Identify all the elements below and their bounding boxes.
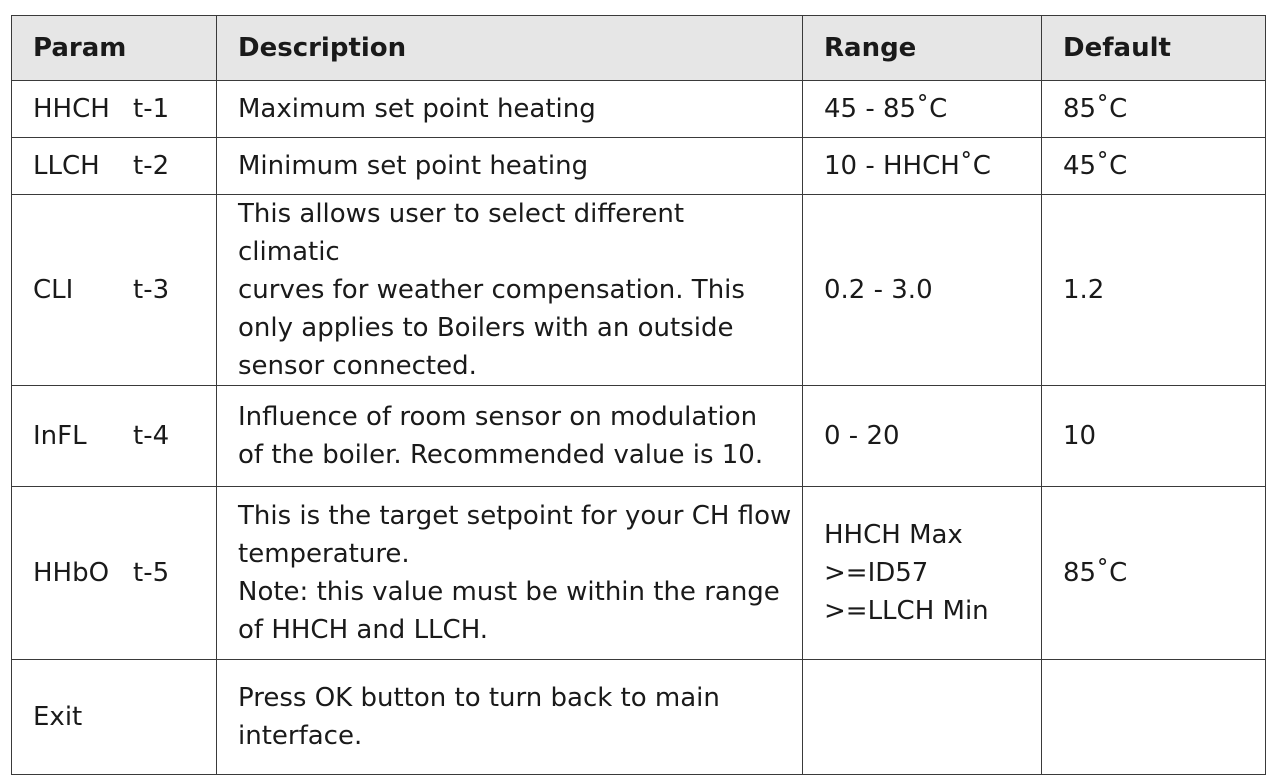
range-cell — [803, 660, 1042, 775]
param-cell — [12, 386, 217, 487]
table-header — [12, 16, 1266, 81]
range-line: 0.2 - 3.0 — [824, 275, 933, 305]
description-line: Note: this value must be within the range — [238, 577, 780, 607]
header-description: Description — [217, 16, 803, 81]
table-row — [12, 386, 1266, 487]
param-code: HHCH — [33, 94, 110, 124]
param-cell — [12, 487, 217, 660]
description-line: Maximum set point heating — [238, 94, 596, 124]
default-cell — [1042, 660, 1266, 775]
description-line: curves for weather compensation. This — [238, 275, 745, 305]
default-cell: 85˚C — [1042, 487, 1266, 660]
table-row — [12, 660, 1266, 775]
range-line: 10 - HHCH˚C — [824, 151, 991, 181]
param-code: LLCH — [33, 151, 100, 181]
range-line: 0 - 20 — [824, 421, 900, 451]
param-cell — [12, 138, 217, 195]
param-code: Exit — [33, 702, 83, 732]
table-row — [12, 138, 1266, 195]
param-code: InFL — [33, 421, 87, 451]
default-cell: 1.2 — [1042, 195, 1266, 386]
header-row — [12, 16, 1266, 81]
header-param: Param — [12, 16, 217, 81]
range-line: >=LLCH Min — [824, 596, 989, 626]
parameter-table — [11, 15, 1266, 775]
description-line: Press OK button to turn back to main — [238, 683, 720, 713]
description-line: only applies to Boilers with an outside — [238, 313, 734, 343]
param-cell — [12, 81, 217, 138]
description-line: This is the target setpoint for your CH flow — [238, 501, 792, 531]
range-line: HHCH Max — [824, 520, 963, 550]
param-tcode: t-1 — [133, 94, 170, 124]
header-default: Default — [1042, 16, 1266, 81]
range-cell — [803, 81, 1042, 138]
table-body — [12, 81, 1266, 775]
param-code: HHbO — [33, 558, 110, 588]
description-line: Influence of room sensor on modulation — [238, 402, 758, 432]
description-cell — [217, 487, 803, 660]
param-tcode: t-2 — [133, 151, 170, 181]
description-line: of HHCH and LLCH. — [238, 615, 489, 645]
param-cell — [12, 660, 217, 775]
table-row — [12, 195, 1266, 386]
default-cell: 85˚C — [1042, 81, 1266, 138]
description-line: This allows user to select different climatic — [238, 199, 685, 267]
default-cell: 10 — [1042, 386, 1266, 487]
range-cell — [803, 195, 1042, 386]
description-line: Minimum set point heating — [238, 151, 589, 181]
description-cell — [217, 81, 803, 138]
range-cell — [803, 487, 1042, 660]
range-line: 45 - 85˚C — [824, 94, 948, 124]
range-cell — [803, 138, 1042, 195]
param-code: CLI — [33, 275, 74, 305]
table-row — [12, 487, 1266, 660]
header-range: Range — [803, 16, 1042, 81]
description-line: interface. — [238, 721, 363, 751]
param-tcode: t-4 — [133, 421, 170, 451]
description-line: temperature. — [238, 539, 410, 569]
param-tcode: t-3 — [133, 275, 170, 305]
description-cell — [217, 660, 803, 775]
param-tcode: t-5 — [133, 558, 170, 588]
description-cell — [217, 138, 803, 195]
default-cell: 45˚C — [1042, 138, 1266, 195]
description-cell — [217, 386, 803, 487]
table-row — [12, 81, 1266, 138]
description-line: of the boiler. Recommended value is 10. — [238, 440, 764, 470]
range-line: >=ID57 — [824, 558, 929, 588]
param-cell — [12, 195, 217, 386]
description-line: sensor connected. — [238, 351, 477, 381]
description-cell — [217, 195, 803, 386]
range-cell — [803, 386, 1042, 487]
